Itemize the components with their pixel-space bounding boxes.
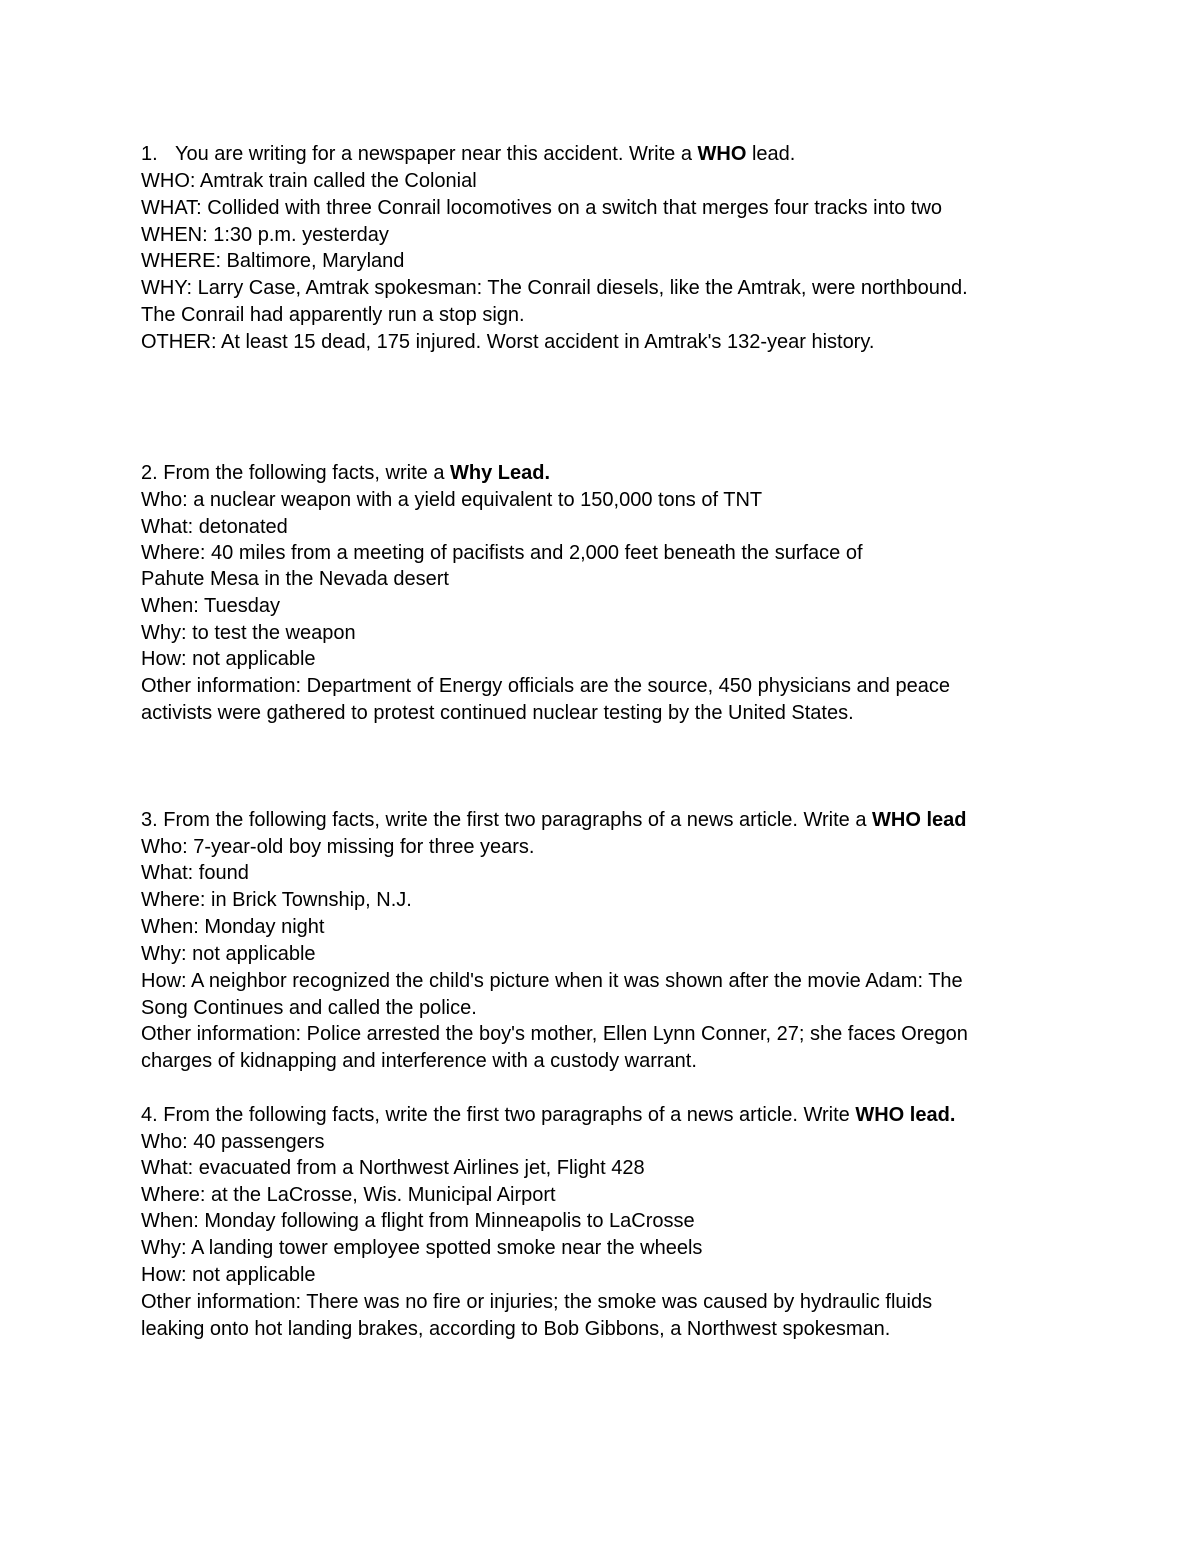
prompt-emphasis: Why Lead.: [450, 462, 551, 484]
fact-line: Where: in Brick Township, N.J.: [141, 889, 412, 911]
fact-line: WHO: Amtrak train called the Colonial: [141, 170, 477, 192]
fact-line: WHEN: 1:30 p.m. yesterday: [141, 224, 389, 246]
prompt-emphasis: WHO lead: [872, 809, 967, 831]
fact-line: Other information: Department of Energy officials are the source, 450 physicians and peace: [141, 675, 950, 697]
fact-line: Pahute Mesa in the Nevada desert: [141, 568, 449, 590]
prompt-text: 3. From the following facts, write the first two paragraphs of a news article. Write a: [141, 809, 873, 831]
fact-line: Why: to test the weapon: [141, 622, 356, 644]
question-4-prompt: [141, 1102, 955, 1128]
fact-line: Where: at the LaCrosse, Wis. Municipal Airport: [141, 1184, 556, 1206]
fact-line: Who: a nuclear weapon with a yield equivalent to 150,000 tons of TNT: [141, 489, 763, 511]
fact-line: Why: not applicable: [141, 943, 316, 965]
fact-line: Who: 40 passengers: [141, 1131, 325, 1153]
prompt-text: You are writing for a newspaper near this accident. Write a: [175, 143, 698, 165]
question-2-prompt: [141, 460, 550, 486]
prompt-emphasis: WHO: [697, 143, 747, 165]
question-3-prompt: [141, 807, 967, 833]
fact-line: Other information: Police arrested the boy's mother, Ellen Lynn Conner, 27; she faces Oregon: [141, 1023, 968, 1045]
fact-line: When: Monday following a flight from Minneapolis to LaCrosse: [141, 1210, 695, 1232]
fact-line: Who: 7-year-old boy missing for three years.: [141, 836, 535, 858]
fact-line: How: not applicable: [141, 648, 316, 670]
fact-line: Where: 40 miles from a meeting of pacifists and 2,000 feet beneath the surface of: [141, 542, 863, 564]
fact-line: What: detonated: [141, 516, 288, 538]
fact-line: Why: A landing tower employee spotted smoke near the wheels: [141, 1237, 703, 1259]
fact-line: Song Continues and called the police.: [141, 997, 477, 1019]
fact-line: When: Monday night: [141, 916, 325, 938]
fact-line: WHY: Larry Case, Amtrak spokesman: The Conrail diesels, like the Amtrak, were northbound.: [141, 277, 968, 299]
fact-line: WHAT: Collided with three Conrail locomotives on a switch that merges four tracks into two: [141, 197, 943, 219]
prompt-text-end: lead.: [746, 143, 796, 165]
fact-line: How: not applicable: [141, 1264, 316, 1286]
fact-line: What: evacuated from a Northwest Airlines jet, Flight 428: [141, 1157, 645, 1179]
fact-line: WHERE: Baltimore, Maryland: [141, 250, 405, 272]
fact-line: leaking onto hot landing brakes, according to Bob Gibbons, a Northwest spokesman.: [141, 1318, 891, 1340]
fact-line: charges of kidnapping and interference with a custody warrant.: [141, 1050, 697, 1072]
fact-line: When: Tuesday: [141, 595, 280, 617]
fact-line: How: A neighbor recognized the child's picture when it was shown after the movie Adam: The: [141, 970, 963, 992]
fact-line: What: found: [141, 862, 249, 884]
fact-line: activists were gathered to protest continued nuclear testing by the United States.: [141, 702, 854, 724]
prompt-emphasis: WHO lead.: [855, 1104, 956, 1126]
fact-line: OTHER: At least 15 dead, 175 injured. Worst accident in Amtrak's 132-year history.: [141, 331, 875, 353]
prompt-text: 4. From the following facts, write the first two paragraphs of a news article. Write: [141, 1104, 856, 1126]
question-number: 1.: [141, 143, 158, 165]
question-1-prompt: [141, 141, 795, 167]
fact-line: The Conrail had apparently run a stop sign.: [141, 304, 525, 326]
prompt-text: 2. From the following facts, write a: [141, 462, 451, 484]
fact-line: Other information: There was no fire or injuries; the smoke was caused by hydraulic fluids: [141, 1291, 933, 1313]
